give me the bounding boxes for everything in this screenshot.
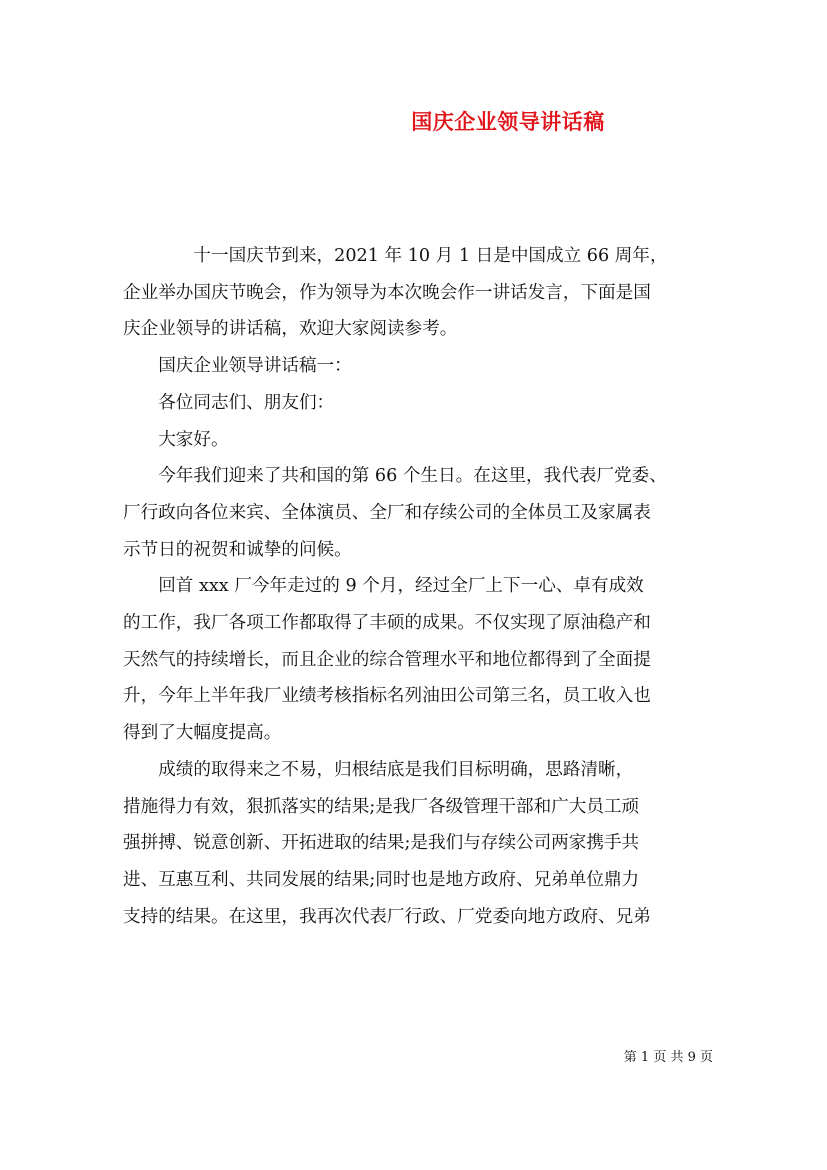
text-line: 成绩的取得来之不易，归根结底是我们目标明确，思路清晰，	[158, 759, 634, 780]
body-paragraph	[123, 568, 713, 752]
text-line: 今年我们迎来了共和国的第 66 个生日。在这里，我代表厂党委、	[158, 466, 667, 487]
greeting	[123, 422, 713, 459]
salutation	[123, 385, 713, 422]
text-line: 升，今年上半年我厂业绩考核指标名列油田公司第三名，员工收入也	[123, 686, 651, 707]
text-line: 回首 xxx 厂今年走过的 9 个月，经过全厂上下一心、卓有成效	[158, 576, 644, 597]
text-line: 十一国庆节到来，2021 年 10 月 1 日是中国成立 66 周年，	[193, 246, 668, 266]
text-line: 庆企业领导的讲话稿，欢迎大家阅读参考。	[123, 319, 458, 340]
text-line: 进、互惠互利、共同发展的结果;同时也是地方政府、兄弟单位鼎力	[123, 869, 640, 890]
text-line: 国庆企业领导讲话稿一：	[158, 356, 352, 377]
text-line: 措施得力有效，狠抓落实的结果;是我厂各级管理干部和广大员工顽	[123, 796, 640, 817]
text-line: 支持的结果。在这里，我再次代表厂行政、厂党委向地方政府、兄弟	[123, 906, 651, 927]
document-title: 国庆企业领导讲话稿	[411, 109, 605, 134]
body-paragraph	[123, 458, 713, 568]
page-number-footer: 第 1 页 共 9 页	[623, 1050, 713, 1065]
text-line: 得到了大幅度提高。	[123, 723, 282, 744]
text-line: 大家好。	[158, 429, 229, 450]
speech-heading	[123, 348, 713, 385]
text-line: 强拼搏、锐意创新、开拓进取的结果;是我们与存续公司两家携手共	[123, 833, 640, 854]
text-line: 的工作，我厂各项工作都取得了丰硕的成果。不仅实现了原油稳产和	[123, 613, 651, 634]
intro-paragraph	[123, 238, 713, 348]
text-line: 天然气的持续增长，而且企业的综合管理水平和地位都得到了全面提	[123, 649, 651, 670]
body-paragraph	[123, 752, 713, 936]
text-line: 厂行政向各位来宾、全体演员、全厂和存续公司的全体员工及家属表	[123, 502, 651, 523]
text-line: 各位同志们、朋友们：	[158, 392, 335, 413]
document-body	[123, 238, 713, 935]
text-line: 企业举办国庆节晚会，作为领导为本次晚会作一讲话发言，下面是国	[123, 282, 651, 303]
text-line: 示节日的祝贺和诚挚的问候。	[123, 539, 352, 560]
